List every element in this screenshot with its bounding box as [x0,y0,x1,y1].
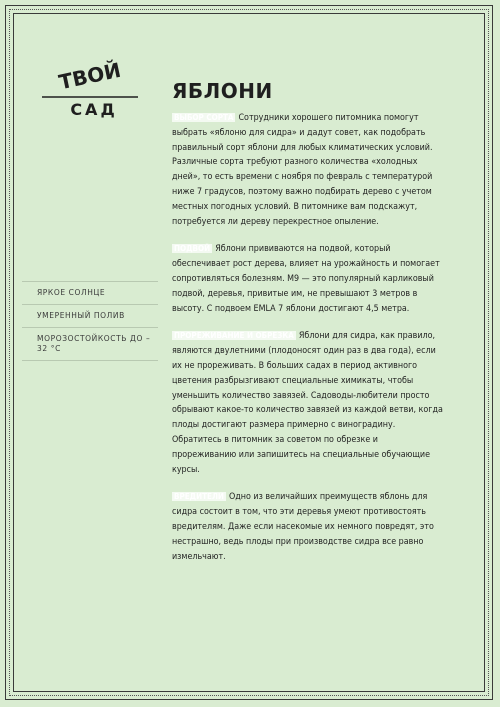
section-text: Одно из величайших преимуществ яблонь для сидра состоит в том, что эти деревья умеют противостоять вредителям. Даже если насекомые их немного повредят, это нестрашно, ведь плоды при производстве сидра все равно измельчают. [172,492,434,562]
care-sidebar [22,281,158,361]
section-label: ВЫБОР СОРТА [174,113,234,122]
sidebar-item-frost: МОРОЗОСТОЙКОСТЬ ДО –32 °С [22,328,158,361]
logo-word-1: ТВОЙ [56,57,123,95]
section-label: ПОДВОЙ [174,244,211,254]
article-body [172,111,444,577]
section-label: ПРОРЕЖИВАНИЕ И ОБРЕЗКА [174,331,294,341]
section-thinning [172,329,444,477]
sidebar-item-sun: ЯРКОЕ СОЛНЦЕ [22,281,158,305]
section-variety [172,111,444,229]
section-label: ВРЕДИТЕЛИ [174,492,224,502]
logo-word-2: САД [70,100,118,119]
section-rootstock [172,242,444,316]
section-text: Яблони для сидра, как правило, являются двулетними (плодоносят один раз в два года), если их не прореживать. В больших садах в период активного цветения разбрызгивают специальные химикаты, чтобы уменьшить количество завязей. Садоводы-любители просто обрывают какое-то количество завязей из каждой ветви, когда плоды достигают размера примерно с виноградину. Обратитесь в питомник за советом по обрезке и прореживанию или запишитесь на специальные обучающие курсы. [172,331,443,475]
section-pests [172,490,444,564]
magazine-logo [30,55,150,125]
page-title: ЯБЛОНИ [172,79,273,103]
sidebar-item-watering: УМЕРЕННЫЙ ПОЛИВ [22,305,158,328]
section-text: Яблони прививаются на подвой, который обеспечивает рост дерева, влияет на урожайность и помогает сопротивляться болезням. M9 — это популярный карликовый подвой, деревья, привитые им, не превышают 3 метров в высоту. С подвоем EMLA 7 яблони достигают 4,5 метра. [172,244,440,314]
section-text: Сотрудники хорошего питомника помогут выбрать «яблоню для сидра» и дадут совет, как подобрать правильный сорт яблони для любых климатических условий. Различные сорта требуют разного количества «холодных дней», то есть времени с ноября по февраль с температурой ниже 7 градусов, поэтому важно подбирать дерево с учетом местных погодных условий. В питомнике вам подскажут, потребуется ли дереву перекрестное опыление. [172,113,433,227]
